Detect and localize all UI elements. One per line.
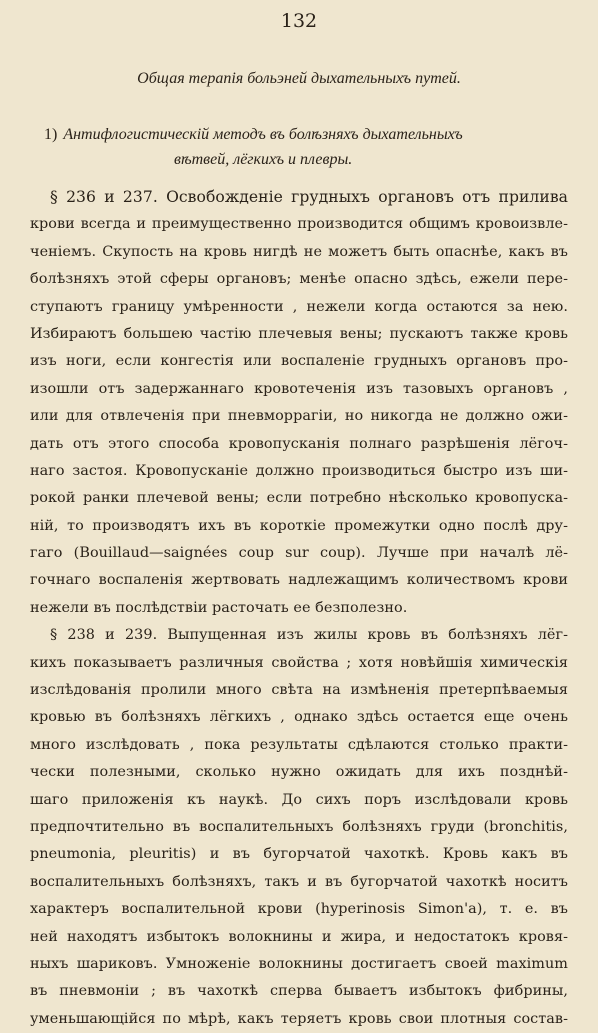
text-line: ступаютъ границу умѣренности , нежели когда остаются за нею. — [30, 298, 568, 315]
text-line: изслѣдованія пролили много свѣта на измѣненія претерпѣваемыя — [30, 682, 568, 699]
text-line: уменьшающійся по мѣрѣ, какъ теряетъ кровь свои плотныя состав- — [30, 1010, 568, 1027]
text-line: pneumonia, pleuritis) и въ бугорчатой чахоткѣ. Кровь какъ въ — [30, 846, 568, 863]
text-line: изъ ноги, если конгестія или воспаленіе грудныхъ органовъ про- — [30, 353, 568, 370]
text-line: характеръ воспалительной крови (hyperinosis Simon'а), т. е. въ — [30, 901, 568, 918]
page-number: 132 — [280, 10, 318, 32]
text-line: гаго (Bouillaud—saignées coup sur coup). Лучше при началѣ лё- — [30, 545, 568, 562]
text-line: чески полезными, сколько нужно ожидать для ихъ позднѣй- — [30, 764, 568, 781]
text-line: шаго приложенія къ наукѣ. До сихъ поръ изслѣдовали кровь — [30, 791, 568, 808]
text-line: изошли отъ задержаннаго кровотеченія изъ тазовыхъ органовъ , — [30, 380, 568, 397]
text-line: § 236 и 237. Освобожденіе грудныхъ органовъ отъ прилива — [50, 188, 568, 206]
subsection-heading — [44, 122, 564, 172]
subsection-title-line2: вѣтвей, лёгкихъ и плевры. — [174, 151, 353, 168]
text-line: много изслѣдовать , пока результаты сдѣлаются столько практи- — [30, 736, 568, 753]
section-title: Общая терапія больэней дыхательныхъ путей. — [137, 70, 461, 87]
text-line: ній, то производятъ ихъ въ короткіе промежутки одно послѣ дру- — [30, 517, 568, 534]
text-line: въ пневмоніи ; въ чахоткѣ сперва бываетъ избытокъ фибрины, — [30, 983, 568, 1000]
text-line: кихъ показываетъ различныя свойства ; хотя новѣйшія химическія — [30, 654, 568, 671]
text-line: предпочтительно въ воспалительныхъ болѣзняхъ груди (bronchitis, — [30, 818, 568, 835]
text-line: Избираютъ большею частію плечевыя вены; пускаютъ также кровь — [30, 325, 568, 342]
text-line: наго застоя. Кровопусканіе должно производиться быстро изъ ши- — [30, 462, 568, 479]
text-line: дать отъ этого способа кровопусканія полнаго разрѣшенія лёгоч- — [30, 435, 568, 452]
body-text — [30, 184, 568, 1033]
text-line: крови всегда и преимущественно производится общимъ кровоизвле- — [30, 216, 568, 233]
text-line: болѣзняхъ этой сферы органовъ; менѣе опасно здѣсь, ежели пере- — [30, 271, 568, 288]
text-line: рокой ранки плечевой вены; если потребно нѣсколько кровопуска- — [30, 490, 568, 507]
text-line: ченіемъ. Скупость на кровь нигдѣ не можетъ быть опаснѣе, какъ въ — [30, 243, 568, 260]
text-line: или для отвлеченія при пневморрагіи, но никогда не должно ожи- — [30, 408, 568, 425]
text-line: нежели въ послѣдствіи расточать ее безполезно. — [30, 599, 408, 616]
text-line: ней находятъ избытокъ волокнины и жира, и недостатокъ кровя- — [30, 928, 568, 945]
text-line: гочнаго воспаленія жертвовать надлежащимъ количествомъ крови — [30, 572, 568, 589]
text-line: кровью въ болѣзняхъ лёгкихъ , однако здѣсь остается еще очень — [30, 709, 568, 726]
subsection-number: 1) — [44, 126, 58, 143]
text-line: ныхъ шариковъ. Умноженіе волокнины достигаетъ своей maximum — [30, 955, 568, 972]
text-line: воспалительныхъ болѣзняхъ, такъ и въ бугорчатой чахоткѣ носитъ — [30, 873, 568, 890]
subsection-title-line1: Антифлогистическій методъ въ болѣзняхъ дыхательныхъ — [63, 126, 463, 143]
text-line: § 238 и 239. Выпущенная изъ жилы кровь въ болѣзняхъ лёг- — [50, 627, 568, 644]
